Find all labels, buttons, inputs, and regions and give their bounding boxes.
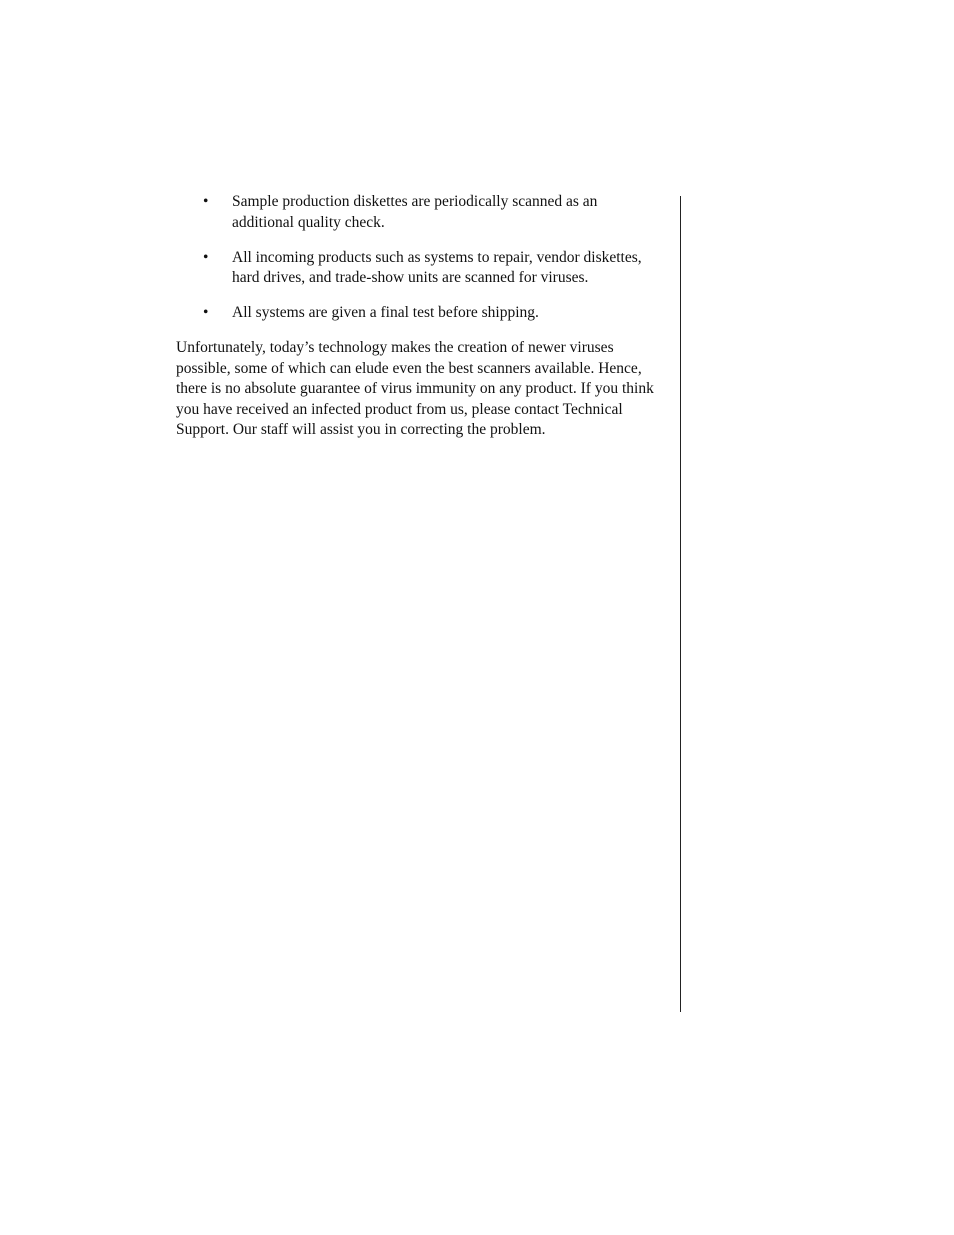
bullet-icon: • (203, 248, 209, 266)
body-text-column (176, 192, 662, 441)
list-item-text: All systems are given a final test before shipping. (232, 304, 539, 321)
bullet-icon: • (203, 193, 209, 210)
bullet-list (176, 192, 662, 324)
body-paragraph: Unfortunately, today’s technology makes the creation of newer viruses possible, some of which can elude even the best scanners available. Hence, there is no absolute guarantee of virus immunity on any product. If you think you have received an infected product from us, please contact Technical Support. Our staff will assist you in correcting the problem. (176, 339, 654, 438)
list-item (176, 248, 662, 289)
list-item-text: All incoming products such as systems to repair, vendor diskettes, hard drives, and trade-show units are scanned for viruses. (232, 248, 642, 286)
list-item (176, 192, 662, 233)
bullet-icon: • (203, 304, 209, 321)
list-item (176, 303, 662, 324)
vertical-rule (680, 196, 681, 1012)
list-item-text: Sample production diskettes are periodically scanned as an additional quality check. (232, 193, 598, 231)
